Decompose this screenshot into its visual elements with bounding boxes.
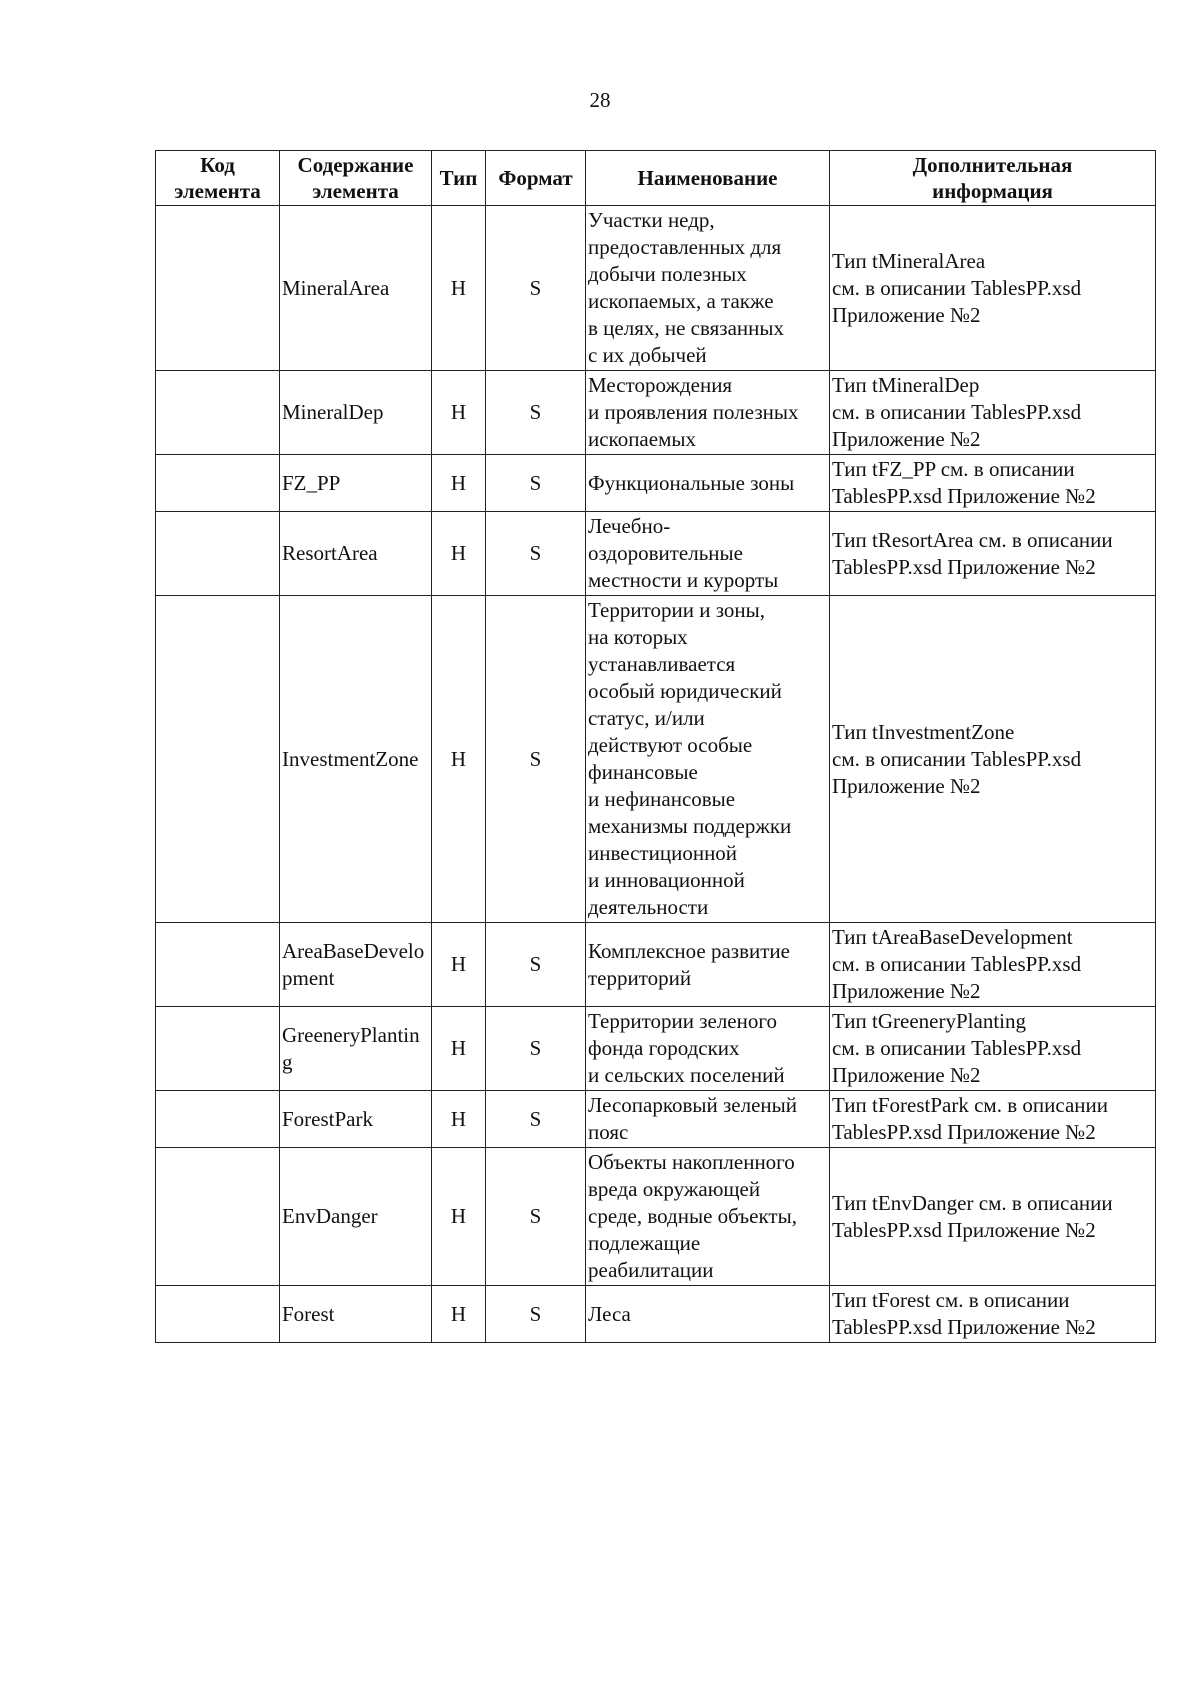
cell-info xyxy=(830,1007,1156,1091)
cell-type: Н xyxy=(432,455,486,512)
name-line: пояс xyxy=(588,1120,629,1144)
cell-format: S xyxy=(486,596,586,923)
info-line: см. в описании TablesPP.xsd xyxy=(832,400,1082,424)
cell-type: Н xyxy=(432,371,486,455)
cell-code xyxy=(156,1007,280,1091)
name-line: оздоровительные xyxy=(588,541,743,565)
cell-info xyxy=(830,1148,1156,1286)
name-line: и проявления полезных xyxy=(588,400,799,424)
name-line: Лесопарковый зеленый xyxy=(588,1093,797,1117)
cell-element: InvestmentZone xyxy=(280,596,432,923)
name-line: особый юридический xyxy=(588,679,782,703)
table-header-row xyxy=(156,151,1156,206)
cell-format: S xyxy=(486,371,586,455)
name-line: реабилитации xyxy=(588,1258,714,1282)
info-line: TablesPP.xsd Приложение №2 xyxy=(832,1217,1096,1242)
cell-code xyxy=(156,512,280,596)
header-info: Дополнительная информация xyxy=(830,151,1156,206)
cell-format: S xyxy=(486,1148,586,1286)
info-line: см. в описании TablesPP.xsd xyxy=(832,275,1082,300)
cell-code xyxy=(156,1091,280,1148)
info-line: Тип tAreaBaseDevelopment xyxy=(832,925,1073,949)
cell-element: FZ_PP xyxy=(280,455,432,512)
cell-format: S xyxy=(486,512,586,596)
name-line: и сельских поселений xyxy=(588,1063,785,1087)
table-row xyxy=(156,923,1156,1007)
table-row xyxy=(156,455,1156,512)
elements-table xyxy=(155,150,1156,1343)
name-line: территорий xyxy=(588,965,692,990)
cell-format: S xyxy=(486,1091,586,1148)
name-line: Месторождения xyxy=(588,373,733,397)
cell-element: MineralArea xyxy=(280,206,432,371)
name-line: добычи полезных xyxy=(588,262,747,286)
info-line: см. в описании TablesPP.xsd xyxy=(832,1036,1082,1060)
info-line: TablesPP.xsd Приложение №2 xyxy=(832,1120,1096,1144)
info-line: Тип tEnvDanger см. в описании xyxy=(832,1190,1113,1215)
name-line: действуют особые xyxy=(588,733,753,757)
cell-info xyxy=(830,371,1156,455)
name-line: в целях, не связанных xyxy=(588,316,784,340)
header-name: Наименование xyxy=(586,151,830,206)
info-line: Приложение №2 xyxy=(832,979,981,1003)
cell-type: Н xyxy=(432,206,486,371)
cell-element: AreaBaseDevelopment xyxy=(280,923,432,1007)
cell-code xyxy=(156,923,280,1007)
cell-type: Н xyxy=(432,1007,486,1091)
cell-info xyxy=(830,596,1156,923)
cell-name xyxy=(586,1007,830,1091)
table-row xyxy=(156,596,1156,923)
table-row xyxy=(156,1091,1156,1148)
table-row xyxy=(156,371,1156,455)
cell-format: S xyxy=(486,1286,586,1343)
name-line: Объекты накопленного xyxy=(588,1150,795,1174)
name-line: Функциональные зоны xyxy=(588,470,795,495)
info-line: Тип tGreeneryPlanting xyxy=(832,1009,1026,1033)
name-line: устанавливается xyxy=(588,652,736,676)
name-line: подлежащие xyxy=(588,1231,701,1255)
cell-name xyxy=(586,371,830,455)
cell-code xyxy=(156,1286,280,1343)
header-type: Тип xyxy=(432,151,486,206)
cell-type: Н xyxy=(432,596,486,923)
info-line: см. в описании TablesPP.xsd xyxy=(832,952,1082,976)
info-line: Приложение №2 xyxy=(832,427,981,451)
name-line: инвестиционной xyxy=(588,841,738,865)
cell-info xyxy=(830,206,1156,371)
name-line: фонда городских xyxy=(588,1036,740,1060)
cell-format: S xyxy=(486,206,586,371)
info-line: Тип tResortArea см. в описании xyxy=(832,527,1113,552)
header-format: Формат xyxy=(486,151,586,206)
info-line: см. в описании TablesPP.xsd xyxy=(832,746,1082,771)
cell-name xyxy=(586,1286,830,1343)
cell-format: S xyxy=(486,455,586,512)
cell-format: S xyxy=(486,1007,586,1091)
cell-element: Forest xyxy=(280,1286,432,1343)
cell-info xyxy=(830,512,1156,596)
cell-code xyxy=(156,371,280,455)
name-line: на которых xyxy=(588,625,688,649)
name-line: предоставленных для xyxy=(588,235,782,259)
cell-code xyxy=(156,455,280,512)
cell-name xyxy=(586,455,830,512)
name-line: Комплексное развитие xyxy=(588,938,790,963)
name-line: финансовые xyxy=(588,760,698,784)
name-line: Территории зеленого xyxy=(588,1009,777,1033)
name-line: ископаемых, а также xyxy=(588,289,774,313)
info-line: TablesPP.xsd Приложение №2 xyxy=(832,484,1096,508)
cell-type: Н xyxy=(432,1148,486,1286)
info-line: Тип tFZ_PP см. в описании xyxy=(832,457,1075,481)
name-line: и инновационной xyxy=(588,868,745,892)
info-line: Тип tForestPark см. в описании xyxy=(832,1093,1108,1117)
table-row xyxy=(156,1286,1156,1343)
name-line: деятельности xyxy=(588,895,709,919)
name-line: с их добычей xyxy=(588,343,707,367)
cell-type: Н xyxy=(432,512,486,596)
cell-type: Н xyxy=(432,923,486,1007)
info-line: Тип tForest см. в описании xyxy=(832,1288,1070,1312)
name-line: Участки недр, xyxy=(588,208,715,232)
cell-code xyxy=(156,1148,280,1286)
cell-element: ResortArea xyxy=(280,512,432,596)
cell-format: S xyxy=(486,923,586,1007)
cell-element: EnvDanger xyxy=(280,1148,432,1286)
header-content: Содержание элемента xyxy=(280,151,432,206)
table-row xyxy=(156,512,1156,596)
name-line: среде, водные объекты, xyxy=(588,1204,797,1228)
cell-code xyxy=(156,206,280,371)
cell-type: Н xyxy=(432,1091,486,1148)
cell-name xyxy=(586,206,830,371)
cell-name xyxy=(586,1091,830,1148)
info-line: TablesPP.xsd Приложение №2 xyxy=(832,554,1096,579)
name-line: механизмы поддержки xyxy=(588,814,792,838)
cell-info xyxy=(830,923,1156,1007)
info-line: Тип tInvestmentZone xyxy=(832,719,1015,744)
info-line: Тип tMineralArea xyxy=(832,248,986,273)
table-row xyxy=(156,1148,1156,1286)
cell-code xyxy=(156,596,280,923)
name-line: Лечебно- xyxy=(588,514,671,538)
cell-name xyxy=(586,1148,830,1286)
info-line: Тип tMineralDep xyxy=(832,373,980,397)
cell-type: Н xyxy=(432,1286,486,1343)
name-line: вреда окружающей xyxy=(588,1177,761,1201)
info-line: Приложение №2 xyxy=(832,1063,981,1087)
cell-element: ForestPark xyxy=(280,1091,432,1148)
info-line: Приложение №2 xyxy=(832,302,981,327)
cell-name xyxy=(586,923,830,1007)
name-line: Территории и зоны, xyxy=(588,598,765,622)
cell-info xyxy=(830,1286,1156,1343)
page-number: 28 xyxy=(589,88,611,112)
cell-element: GreeneryPlanting xyxy=(280,1007,432,1091)
name-line: ископаемых xyxy=(588,427,696,451)
cell-element: MineralDep xyxy=(280,371,432,455)
name-line: Леса xyxy=(588,1301,631,1326)
info-line: TablesPP.xsd Приложение №2 xyxy=(832,1315,1096,1339)
table-row xyxy=(156,206,1156,371)
table-body xyxy=(156,206,1156,1343)
cell-name xyxy=(586,512,830,596)
name-line: местности и курорты xyxy=(588,568,779,592)
cell-info xyxy=(830,455,1156,512)
cell-info xyxy=(830,1091,1156,1148)
header-code: Код элемента xyxy=(156,151,280,206)
name-line: и нефинансовые xyxy=(588,787,736,811)
cell-name xyxy=(586,596,830,923)
info-line: Приложение №2 xyxy=(832,773,981,798)
table-row xyxy=(156,1007,1156,1091)
name-line: статус, и/или xyxy=(588,706,705,730)
